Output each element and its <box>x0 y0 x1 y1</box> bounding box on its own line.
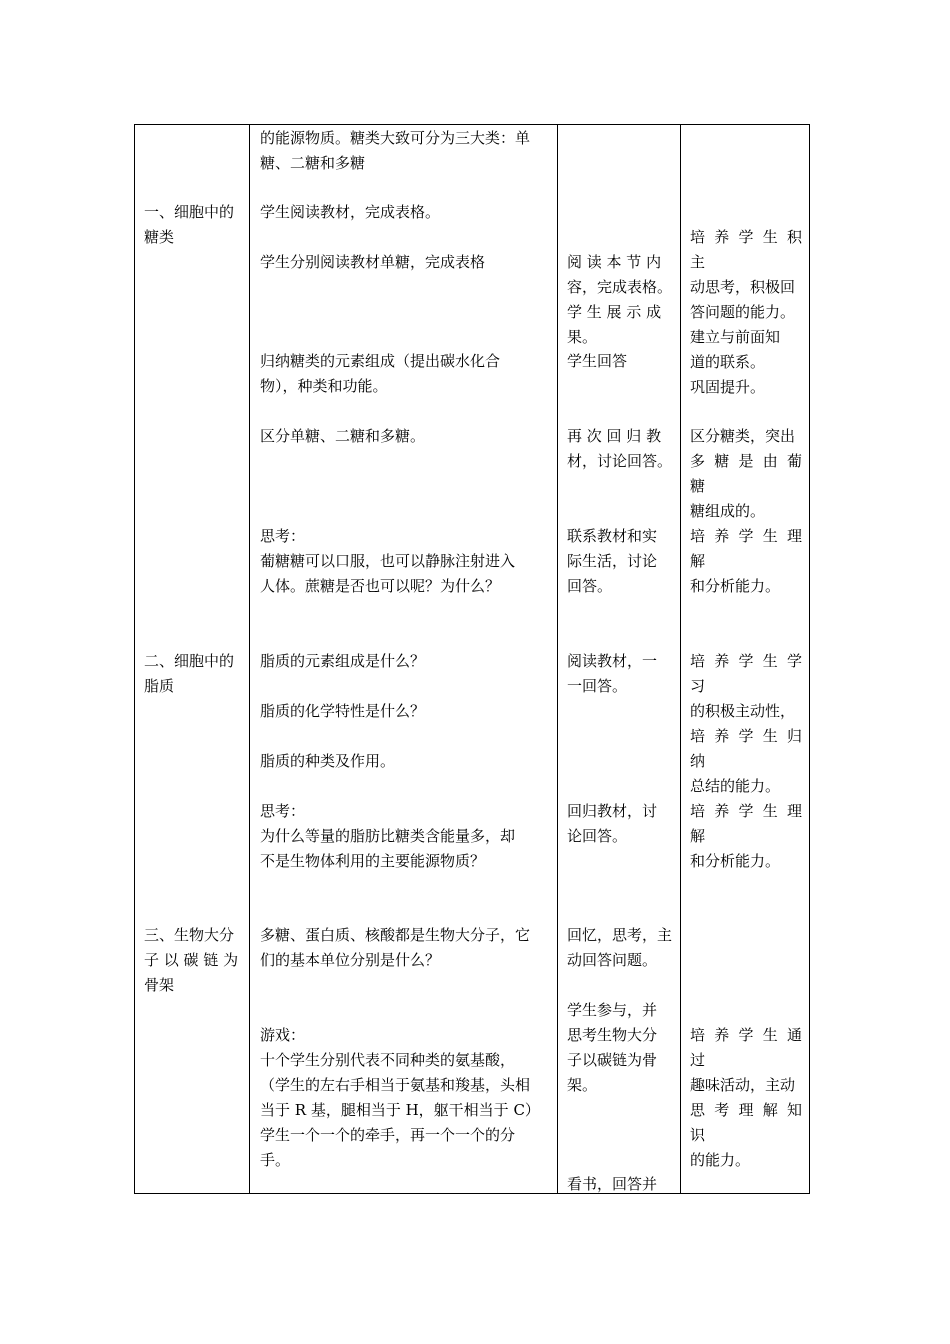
content-text: 脂质的元素组成是什么？ <box>260 652 426 670</box>
section-macromolecule: 三、生物大分 子 以 碳 链 为 骨架 <box>144 926 239 994</box>
content-text: 思考： 为什么等量的脂肪比糖类含能量多，却 不是生物体利用的主要能源物质？ <box>260 802 516 870</box>
student-text: 联系教材和实 际生活，讨论 回答。 <box>567 527 658 595</box>
content-text: 学生阅读教材，完成表格。 <box>260 203 441 221</box>
section-sugar: 一、细胞中的 糖类 <box>144 203 235 246</box>
section-lipid: 二、细胞中的 脂质 <box>144 652 235 695</box>
intent-text: 培 养 学 生 学 习 的积极主动性， 培 养 学 生 归 纳 总结的能力。 <box>690 652 802 795</box>
lesson-table <box>134 124 810 1194</box>
content-text: 脂质的种类及作用。 <box>260 752 396 770</box>
student-text: 看书，回答并 <box>567 1175 658 1193</box>
student-text: 回忆，思考，主 动回答问题。 <box>567 926 673 969</box>
intent-text: 培 养 学 生 理 解 和分析能力。 <box>690 527 802 595</box>
content-text: 思考： 葡糖糖可以口服，也可以静脉注射进入 人体。蔗糖是否也可以呢？为什么？ <box>260 527 516 595</box>
student-text: 回归教材，讨 论回答。 <box>567 802 658 845</box>
content-text: 归纳糖类的元素组成（提出碳水化合 物），种类和功能。 <box>260 352 501 395</box>
content-text: 脂质的化学特性是什么？ <box>260 702 426 720</box>
content-text: 多糖、蛋白质、核酸都是生物大分子，它 们的基本单位分别是什么？ <box>260 926 531 969</box>
student-text: 阅读教材，一 一回答。 <box>567 652 658 695</box>
student-text: 阅 读 本 节 内 容，完成表格。 学 生 展 示 成 果。 <box>567 253 673 346</box>
intent-text: 培 养 学 生 积 主 动思考，积极回 答问题的能力。 建立与前面知 道的联系。 巩固提升。 <box>690 228 802 396</box>
student-text: 学生回答 <box>567 352 628 370</box>
content-text: 游戏： 十个学生分别代表不同种类的氨基酸， （学生的左右手相当于氨基和羧基，头相 当于 R 基，腿相当于 H，躯干相当于 C） 学生一个一个的牵手，再一个一个的分 手。 <box>260 1026 540 1169</box>
intent-text: 区分糖类，突出 多 糖 是 由 葡 糖 糖组成的。 <box>690 427 802 520</box>
student-text: 学生参与，并 思考生物大分 子以碳链为骨 架。 <box>567 1001 658 1094</box>
student-text: 再 次 回 归 教 材，讨论回答。 <box>567 427 673 470</box>
content-text: 区分单糖、二糖和多糖。 <box>260 427 426 445</box>
content-column <box>250 125 558 1193</box>
section-column <box>135 125 250 1193</box>
content-text: 学生分别阅读教材单糖，完成表格 <box>260 253 486 271</box>
intent-text: 培 养 学 生 通 过 趣味活动，主动 思 考 理 解 知 识 的能力。 <box>690 1026 802 1169</box>
intent-text: 培 养 学 生 理 解 和分析能力。 <box>690 802 802 870</box>
student-activity-column <box>558 125 681 1193</box>
content-text: 的能源物质。糖类大致可分为三大类：单 糖、二糖和多糖 <box>260 129 531 172</box>
design-intent-column <box>681 125 809 1193</box>
